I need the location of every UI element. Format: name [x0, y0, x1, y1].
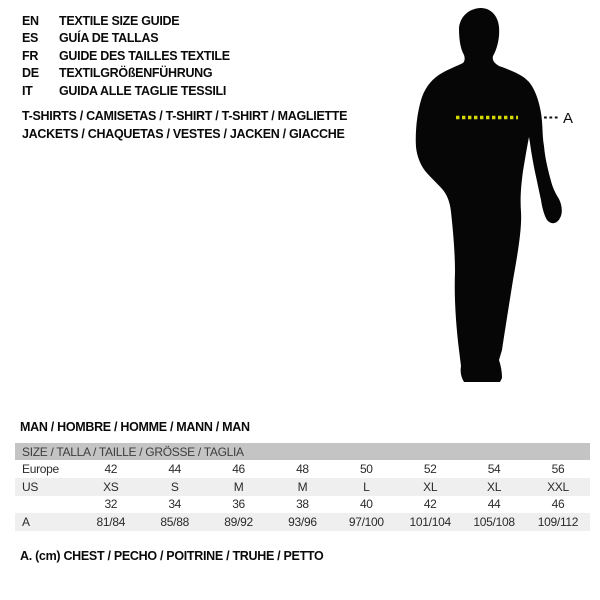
size-table	[15, 443, 590, 531]
category-lines	[22, 108, 347, 143]
table-cell: 44	[168, 461, 182, 476]
table-cell: S	[143, 478, 207, 496]
size-table-body	[15, 443, 590, 531]
table-cell: 44	[487, 497, 501, 512]
language-code: DE	[22, 66, 39, 81]
row-label: Europe	[22, 461, 59, 476]
language-label: TEXTILE SIZE GUIDE	[59, 14, 180, 28]
table-cell: 89/92	[207, 513, 271, 531]
man-silhouette-figure	[395, 0, 590, 400]
table-cell: XL	[398, 478, 462, 496]
table-header-row	[15, 443, 590, 460]
language-row	[22, 30, 230, 47]
table-cell: 32	[104, 497, 118, 512]
table-cell: M	[271, 478, 335, 496]
table-cell: XXL	[526, 478, 590, 496]
table-cell: 40	[359, 497, 373, 512]
row-label: A	[15, 513, 79, 531]
language-code: FR	[22, 48, 39, 63]
table-row	[15, 496, 590, 514]
language-row	[22, 13, 230, 30]
language-code: IT	[22, 83, 33, 98]
table-cell: 52	[423, 461, 437, 476]
table-cell: M	[207, 478, 271, 496]
table-cell: 46	[551, 497, 565, 512]
table-cell: XL	[462, 478, 526, 496]
language-row	[22, 65, 230, 82]
language-label: GUIDA ALLE TAGLIE TESSILI	[59, 83, 227, 98]
row-label	[15, 496, 79, 514]
table-cell: 93/96	[271, 513, 335, 531]
table-row	[15, 460, 590, 478]
language-code: EN	[22, 14, 39, 28]
language-list	[22, 13, 230, 100]
language-code: ES	[22, 31, 39, 46]
table-cell: 54	[487, 461, 501, 476]
table-cell: L	[334, 478, 398, 496]
section-title: MAN / HOMBRE / HOMME / MANN / MAN	[20, 420, 250, 434]
language-label: GUIDE DES TAILLES TEXTILE	[59, 48, 230, 63]
measure-label-a: A	[563, 110, 573, 127]
table-cell: 38	[296, 497, 309, 512]
table-row	[15, 478, 590, 496]
table-cell: 97/100	[334, 513, 398, 531]
language-row	[22, 48, 230, 65]
table-cell: 50	[359, 461, 373, 476]
table-cell: 81/84	[79, 513, 143, 531]
table-cell: 42	[104, 461, 118, 476]
table-header-cell: SIZE / TALLA / TAILLE / GRÖSSE / TAGLIA	[15, 443, 590, 460]
table-cell: 101/104	[398, 513, 462, 531]
language-row	[22, 83, 230, 100]
footnote: A. (cm) CHEST / PECHO / POITRINE / TRUHE / PETTO	[20, 549, 324, 563]
table-cell: 109/112	[526, 513, 590, 531]
table-cell: 34	[168, 497, 182, 512]
table-cell: 56	[551, 461, 565, 476]
table-row	[15, 513, 590, 531]
table-cell: 46	[232, 461, 245, 476]
table-cell: 42	[423, 497, 437, 512]
table-cell: XS	[79, 478, 143, 496]
table-cell: 85/88	[143, 513, 207, 531]
table-cell: 48	[296, 461, 309, 476]
language-label: GUÍA DE TALLAS	[59, 31, 159, 46]
table-cell: 36	[232, 497, 245, 512]
category-jackets: JACKETS / CHAQUETAS / VESTES / JACKEN / GIACCHE	[22, 126, 345, 141]
table-cell: 105/108	[462, 513, 526, 531]
language-label: TEXTILGRÖßENFÜHRUNG	[59, 66, 213, 81]
row-label: US	[15, 478, 79, 496]
category-tshirts: T-SHIRTS / CAMISETAS / T-SHIRT / T-SHIRT / MAGLIETTE	[22, 109, 348, 123]
man-silhouette	[416, 8, 562, 382]
